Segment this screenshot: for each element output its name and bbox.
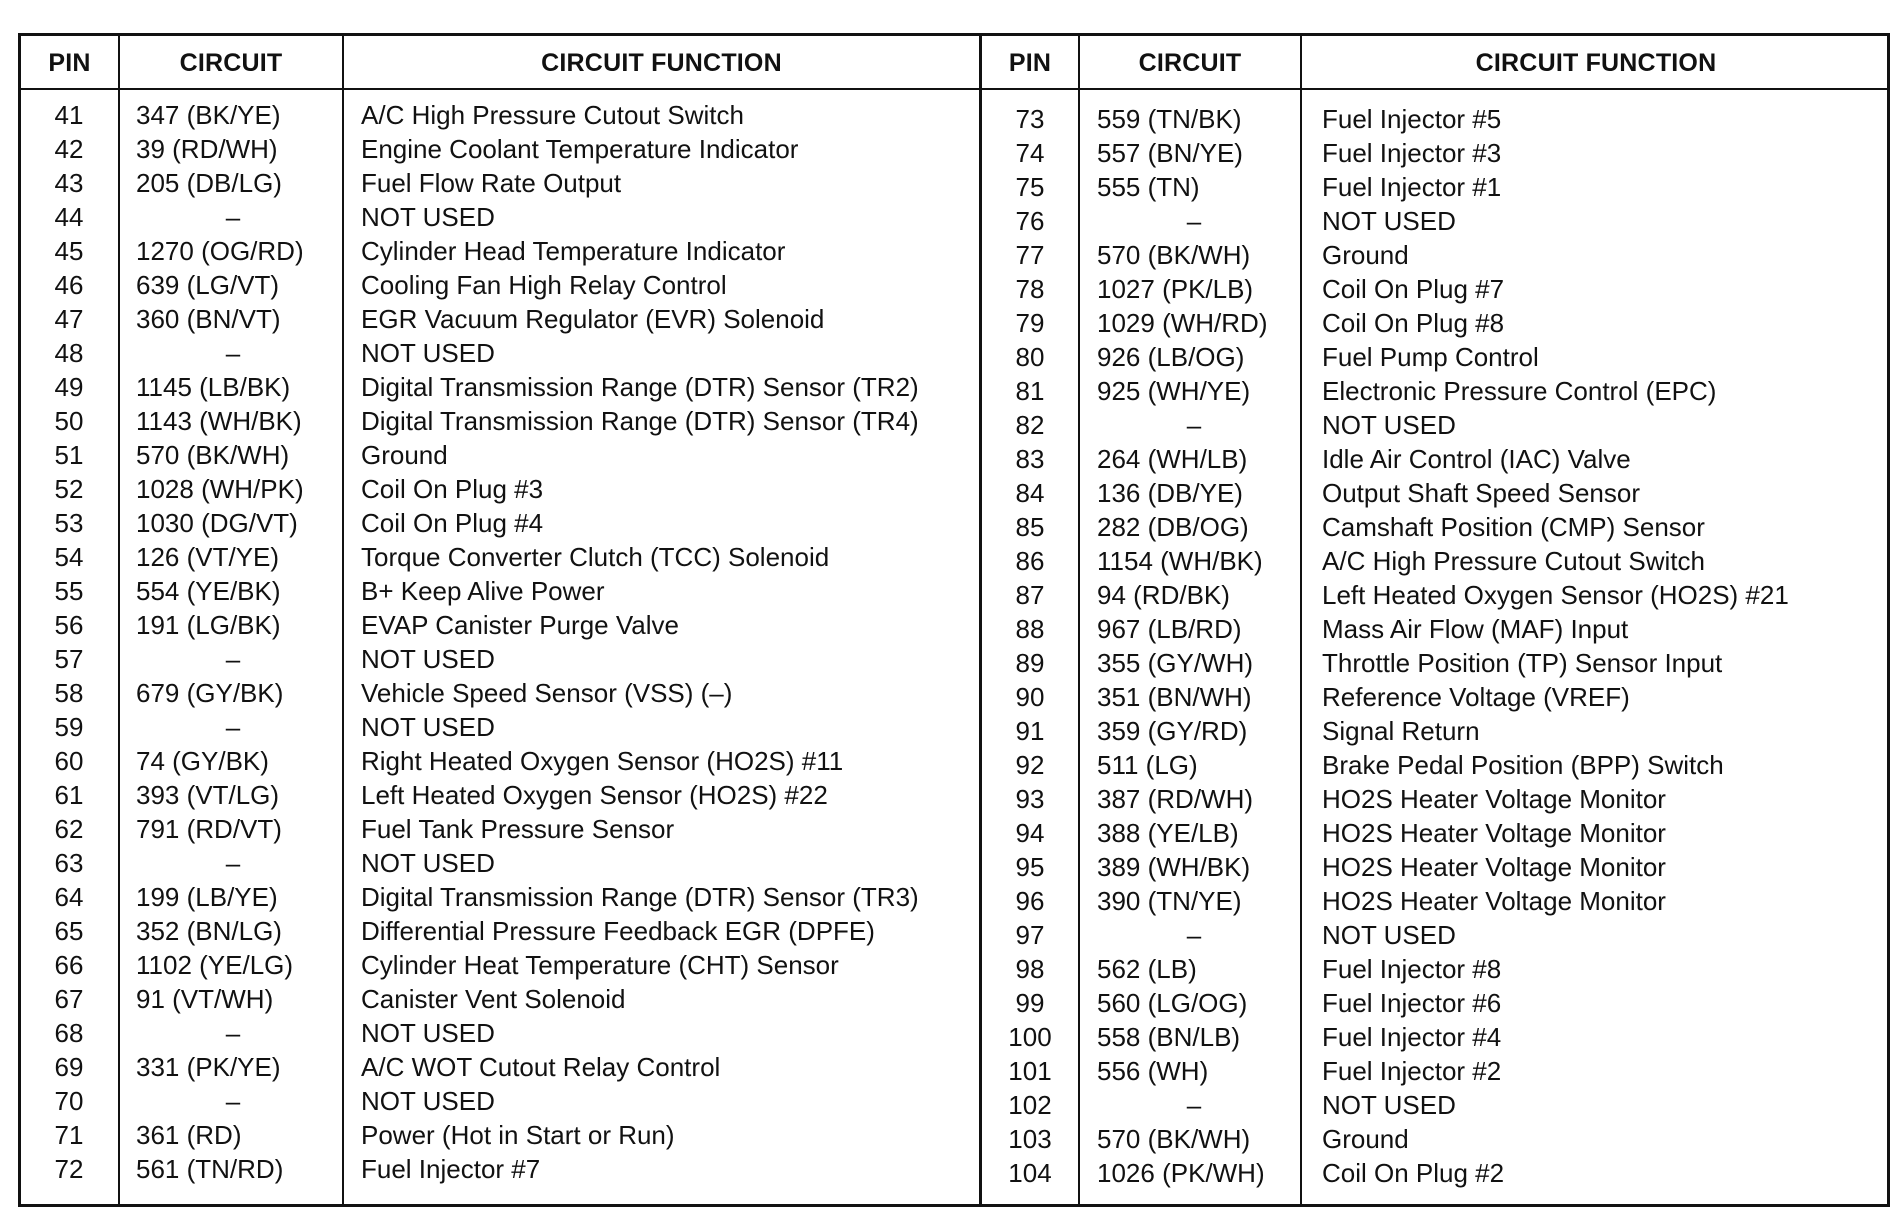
circuit-function: NOT USED <box>1322 920 1456 950</box>
table-row <box>982 612 1890 646</box>
circuit-function: Left Heated Oxygen Sensor (HO2S) #21 <box>1322 580 1789 610</box>
table-row <box>21 914 979 948</box>
circuit-function: NOT USED <box>361 1086 495 1116</box>
header-pin-right: PIN <box>1008 49 1052 77</box>
circuit-function: Cylinder Heat Temperature (CHT) Sensor <box>361 950 839 980</box>
header-function-right: CIRCUIT FUNCTION <box>1475 49 1717 77</box>
pin-number: 95 <box>1015 852 1045 882</box>
circuit-function: Output Shaft Speed Sensor <box>1322 478 1640 508</box>
circuit-function: Cooling Fan High Relay Control <box>361 270 727 300</box>
pin-number: 80 <box>1015 342 1045 372</box>
circuit-code: 347 (BK/YE) <box>136 100 281 130</box>
circuit-code: 387 (RD/WH) <box>1097 784 1254 814</box>
pin-number: 57 <box>54 644 84 674</box>
pin-number: 72 <box>54 1154 84 1184</box>
circuit-function: Coil On Plug #7 <box>1322 274 1505 304</box>
pin-number: 59 <box>54 712 84 742</box>
circuit-code: 359 (GY/RD) <box>1097 716 1248 746</box>
circuit-code: 570 (BK/WH) <box>136 440 290 470</box>
pin-number: 74 <box>1015 138 1045 168</box>
table-row <box>982 476 1890 510</box>
circuit-function: HO2S Heater Voltage Monitor <box>1322 818 1666 848</box>
circuit-function: Digital Transmission Range (DTR) Sensor (TR4) <box>361 406 919 436</box>
circuit-function: EVAP Canister Purge Valve <box>361 610 679 640</box>
circuit-code: 570 (BK/WH) <box>1097 240 1251 270</box>
circuit-function: Fuel Injector #3 <box>1322 138 1502 168</box>
table-row <box>982 1122 1890 1156</box>
table-row <box>982 1020 1890 1054</box>
header-circuit-left: CIRCUIT <box>179 49 283 77</box>
table-row <box>21 846 979 880</box>
table-row <box>982 1156 1890 1190</box>
circuit-code: 639 (LG/VT) <box>136 270 280 300</box>
pin-number: 76 <box>1015 206 1045 236</box>
circuit-code: 199 (LB/YE) <box>136 882 278 912</box>
circuit-function: Fuel Injector #2 <box>1322 1056 1502 1086</box>
circuit-function: NOT USED <box>361 712 495 742</box>
circuit-code: 94 (RD/BK) <box>1097 580 1230 610</box>
pin-number: 61 <box>54 780 84 810</box>
circuit-function: Fuel Tank Pressure Sensor <box>361 814 675 844</box>
table-row <box>982 918 1890 952</box>
circuit-function: Fuel Injector #4 <box>1322 1022 1502 1052</box>
circuit-code: 557 (BN/YE) <box>1097 138 1243 168</box>
pin-number: 98 <box>1015 954 1045 984</box>
pin-number: 75 <box>1015 172 1045 202</box>
circuit-code: – <box>225 848 241 878</box>
table-row <box>982 510 1890 544</box>
header-circuit-right: CIRCUIT <box>1138 49 1242 77</box>
circuit-code: 126 (VT/YE) <box>136 542 280 572</box>
pin-number: 50 <box>54 406 84 436</box>
circuit-function: NOT USED <box>361 202 495 232</box>
circuit-function: HO2S Heater Voltage Monitor <box>1322 886 1666 916</box>
circuit-function: Engine Coolant Temperature Indicator <box>361 134 799 164</box>
circuit-code: 1270 (OG/RD) <box>136 236 304 266</box>
circuit-function: NOT USED <box>361 848 495 878</box>
circuit-function: Left Heated Oxygen Sensor (HO2S) #22 <box>361 780 828 810</box>
circuit-code: 74 (GY/BK) <box>136 746 269 776</box>
circuit-code: – <box>225 644 241 674</box>
table-row <box>21 1050 979 1084</box>
circuit-code: 511 (LG) <box>1097 750 1198 780</box>
circuit-code: 1145 (LB/BK) <box>136 372 291 402</box>
pin-number: 94 <box>1015 818 1045 848</box>
circuit-function: Coil On Plug #8 <box>1322 308 1505 338</box>
circuit-function: EGR Vacuum Regulator (EVR) Solenoid <box>361 304 825 334</box>
circuit-code: 282 (DB/OG) <box>1097 512 1249 542</box>
table-row <box>21 812 979 846</box>
circuit-code: 389 (WH/BK) <box>1097 852 1251 882</box>
circuit-function: Electronic Pressure Control (EPC) <box>1322 376 1717 406</box>
table-row <box>21 302 979 336</box>
circuit-code: 926 (LB/OG) <box>1097 342 1245 372</box>
circuit-function: Coil On Plug #3 <box>361 474 544 504</box>
circuit-function: NOT USED <box>1322 1090 1456 1120</box>
circuit-code: – <box>1186 206 1202 236</box>
pin-number: 69 <box>54 1052 84 1082</box>
header-divider <box>21 88 1887 90</box>
circuit-function: NOT USED <box>361 1018 495 1048</box>
table-row <box>21 574 979 608</box>
circuit-function: Cylinder Head Temperature Indicator <box>361 236 786 266</box>
table-row <box>982 1088 1890 1122</box>
pin-number: 56 <box>54 610 84 640</box>
pin-number: 81 <box>1015 376 1045 406</box>
table-row <box>982 136 1890 170</box>
circuit-code: 91 (VT/WH) <box>136 984 274 1014</box>
table-row <box>982 170 1890 204</box>
pin-number: 43 <box>54 168 84 198</box>
circuit-code: 570 (BK/WH) <box>1097 1124 1251 1154</box>
table-row <box>21 404 979 438</box>
table-row <box>21 880 979 914</box>
pin-number: 92 <box>1015 750 1045 780</box>
circuit-function: B+ Keep Alive Power <box>361 576 605 606</box>
table-row <box>982 578 1890 612</box>
table-row <box>21 1016 979 1050</box>
pin-number: 87 <box>1015 580 1045 610</box>
pin-number: 102 <box>1008 1090 1052 1120</box>
circuit-function: NOT USED <box>361 338 495 368</box>
circuit-function: Fuel Injector #5 <box>1322 104 1502 134</box>
circuit-code: 1143 (WH/BK) <box>136 406 302 436</box>
pin-number: 65 <box>54 916 84 946</box>
circuit-function: Reference Voltage (VREF) <box>1322 682 1630 712</box>
pin-number: 58 <box>54 678 84 708</box>
table-row <box>982 374 1890 408</box>
table-row <box>21 540 979 574</box>
circuit-code: 554 (YE/BK) <box>136 576 281 606</box>
pin-number: 53 <box>54 508 84 538</box>
pin-number: 44 <box>54 202 84 232</box>
pin-number: 99 <box>1015 988 1045 1018</box>
pin-number: 83 <box>1015 444 1045 474</box>
table-row <box>21 982 979 1016</box>
circuit-function: Fuel Flow Rate Output <box>361 168 622 198</box>
circuit-function: Signal Return <box>1322 716 1480 746</box>
pin-number: 86 <box>1015 546 1045 576</box>
circuit-code: 264 (WH/LB) <box>1097 444 1248 474</box>
pin-number: 48 <box>54 338 84 368</box>
circuit-code: 360 (BN/VT) <box>136 304 281 334</box>
table-row <box>982 1054 1890 1088</box>
pin-number: 42 <box>54 134 84 164</box>
circuit-code: 352 (BN/LG) <box>136 916 282 946</box>
table-row <box>21 1152 979 1186</box>
circuit-code: 1030 (DG/VT) <box>136 508 298 538</box>
circuit-code: 39 (RD/WH) <box>136 134 278 164</box>
circuit-function: Camshaft Position (CMP) Sensor <box>1322 512 1705 542</box>
circuit-code: 136 (DB/YE) <box>1097 478 1243 508</box>
circuit-code: 1154 (WH/BK) <box>1097 546 1263 576</box>
pin-number: 46 <box>54 270 84 300</box>
circuit-function: Coil On Plug #2 <box>1322 1158 1505 1188</box>
circuit-function: Digital Transmission Range (DTR) Sensor (TR2) <box>361 372 919 402</box>
circuit-code: 562 (LB) <box>1097 954 1197 984</box>
circuit-code: 351 (BN/WH) <box>1097 682 1252 712</box>
table-row <box>21 438 979 472</box>
table-row <box>21 1084 979 1118</box>
circuit-code: 191 (LG/BK) <box>136 610 281 640</box>
pin-number: 71 <box>54 1120 84 1150</box>
pin-number: 52 <box>54 474 84 504</box>
circuit-function: Power (Hot in Start or Run) <box>361 1120 675 1150</box>
circuit-code: 361 (RD) <box>136 1120 242 1150</box>
table-row <box>21 132 979 166</box>
circuit-function: Torque Converter Clutch (TCC) Solenoid <box>361 542 830 572</box>
circuit-code: 388 (YE/LB) <box>1097 818 1239 848</box>
circuit-function: Right Heated Oxygen Sensor (HO2S) #11 <box>361 746 844 776</box>
pin-number: 55 <box>54 576 84 606</box>
pin-number: 104 <box>1008 1158 1052 1188</box>
circuit-code: – <box>1186 920 1202 950</box>
table-row <box>982 850 1890 884</box>
table-row <box>982 714 1890 748</box>
circuit-code: 331 (PK/YE) <box>136 1052 281 1082</box>
pin-number: 51 <box>54 440 84 470</box>
pin-number: 77 <box>1015 240 1045 270</box>
table-row <box>982 884 1890 918</box>
table-row <box>982 306 1890 340</box>
circuit-code: 679 (GY/BK) <box>136 678 284 708</box>
table-row <box>21 234 979 268</box>
pin-number: 70 <box>54 1086 84 1116</box>
pin-number: 45 <box>54 236 84 266</box>
circuit-function: Differential Pressure Feedback EGR (DPFE) <box>361 916 875 946</box>
pin-number: 63 <box>54 848 84 878</box>
pin-number: 97 <box>1015 920 1045 950</box>
circuit-function: A/C High Pressure Cutout Switch <box>1322 546 1705 576</box>
circuit-code: 390 (TN/YE) <box>1097 886 1242 916</box>
pin-number: 68 <box>54 1018 84 1048</box>
pin-number: 64 <box>54 882 84 912</box>
table-row <box>982 102 1890 136</box>
table-row <box>21 166 979 200</box>
circuit-function: Fuel Injector #8 <box>1322 954 1502 984</box>
table-row <box>21 948 979 982</box>
circuit-code: – <box>1186 1090 1202 1120</box>
circuit-code: 559 (TN/BK) <box>1097 104 1242 134</box>
pin-number: 91 <box>1015 716 1045 746</box>
table-row <box>982 340 1890 374</box>
circuit-code: 393 (VT/LG) <box>136 780 280 810</box>
table-row <box>21 268 979 302</box>
circuit-code: 1028 (WH/PK) <box>136 474 304 504</box>
circuit-code: 555 (TN) <box>1097 172 1200 202</box>
circuit-code: 1026 (PK/WH) <box>1097 1158 1265 1188</box>
circuit-function: Digital Transmission Range (DTR) Sensor (TR3) <box>361 882 919 912</box>
pin-table <box>18 33 1890 1207</box>
pin-number: 88 <box>1015 614 1045 644</box>
table-row <box>21 336 979 370</box>
circuit-function: Fuel Injector #1 <box>1322 172 1502 202</box>
pin-number: 89 <box>1015 648 1045 678</box>
circuit-function: Ground <box>1322 1124 1409 1154</box>
circuit-code: 560 (LG/OG) <box>1097 988 1248 1018</box>
circuit-function: NOT USED <box>1322 206 1456 236</box>
pin-number: 62 <box>54 814 84 844</box>
circuit-function: Mass Air Flow (MAF) Input <box>1322 614 1629 644</box>
circuit-function: Fuel Injector #7 <box>361 1154 541 1184</box>
table-row <box>21 506 979 540</box>
table-row <box>982 272 1890 306</box>
table-row <box>982 544 1890 578</box>
circuit-function: HO2S Heater Voltage Monitor <box>1322 852 1666 882</box>
table-row <box>982 816 1890 850</box>
circuit-code: 558 (BN/LB) <box>1097 1022 1241 1052</box>
table-row <box>21 608 979 642</box>
circuit-code: – <box>225 1018 241 1048</box>
circuit-code: – <box>225 712 241 742</box>
circuit-function: A/C WOT Cutout Relay Control <box>361 1052 721 1082</box>
pin-number: 103 <box>1008 1124 1052 1154</box>
circuit-code: – <box>225 1086 241 1116</box>
circuit-function: Canister Vent Solenoid <box>361 984 626 1014</box>
table-row <box>982 238 1890 272</box>
circuit-code: 1102 (YE/LG) <box>136 950 294 980</box>
pin-number: 100 <box>1008 1022 1052 1052</box>
pin-number: 54 <box>54 542 84 572</box>
table-row <box>982 782 1890 816</box>
table-row <box>21 676 979 710</box>
circuit-code: – <box>225 338 241 368</box>
pin-number: 66 <box>54 950 84 980</box>
circuit-function: Idle Air Control (IAC) Valve <box>1322 444 1631 474</box>
header-function-left: CIRCUIT FUNCTION <box>541 49 782 77</box>
pin-number: 49 <box>54 372 84 402</box>
circuit-function: Ground <box>361 440 448 470</box>
pin-number: 84 <box>1015 478 1045 508</box>
table-row <box>982 680 1890 714</box>
circuit-function: Ground <box>1322 240 1409 270</box>
circuit-code: 561 (TN/RD) <box>136 1154 284 1184</box>
circuit-function: A/C High Pressure Cutout Switch <box>361 100 744 130</box>
circuit-function: Throttle Position (TP) Sensor Input <box>1322 648 1723 678</box>
circuit-function: Coil On Plug #4 <box>361 508 544 538</box>
circuit-code: 556 (WH) <box>1097 1056 1209 1086</box>
table-row <box>21 1118 979 1152</box>
circuit-function: Brake Pedal Position (BPP) Switch <box>1322 750 1724 780</box>
left-table-body <box>21 98 979 1186</box>
circuit-function: Fuel Pump Control <box>1322 342 1539 372</box>
table-row <box>21 370 979 404</box>
table-row <box>21 98 979 132</box>
pin-number: 79 <box>1015 308 1045 338</box>
table-row <box>21 642 979 676</box>
circuit-code: – <box>1186 410 1202 440</box>
table-row <box>982 986 1890 1020</box>
circuit-code: 925 (WH/YE) <box>1097 376 1251 406</box>
circuit-function: Fuel Injector #6 <box>1322 988 1502 1018</box>
circuit-code: 967 (LB/RD) <box>1097 614 1242 644</box>
circuit-function: NOT USED <box>1322 410 1456 440</box>
table-row <box>21 744 979 778</box>
pin-number: 85 <box>1015 512 1045 542</box>
table-row <box>982 442 1890 476</box>
table-row <box>21 472 979 506</box>
pin-number: 93 <box>1015 784 1045 814</box>
table-row <box>982 748 1890 782</box>
circuit-code: 1029 (WH/RD) <box>1097 308 1268 338</box>
pin-number: 47 <box>54 304 84 334</box>
circuit-code: 791 (RD/VT) <box>136 814 282 844</box>
table-row <box>982 408 1890 442</box>
pin-number: 78 <box>1015 274 1045 304</box>
table-row <box>21 710 979 744</box>
pin-number: 96 <box>1015 886 1045 916</box>
pin-number: 82 <box>1015 410 1045 440</box>
pin-number: 67 <box>54 984 84 1014</box>
pin-number: 101 <box>1008 1056 1052 1086</box>
pin-number: 73 <box>1015 104 1045 134</box>
table-row <box>982 204 1890 238</box>
circuit-code: 205 (DB/LG) <box>136 168 282 198</box>
pin-number: 90 <box>1015 682 1045 712</box>
pin-number: 41 <box>54 100 84 130</box>
table-row <box>21 778 979 812</box>
circuit-function: Vehicle Speed Sensor (VSS) (–) <box>361 678 733 708</box>
right-table-body <box>982 102 1890 1190</box>
pin-number: 60 <box>54 746 84 776</box>
circuit-code: 355 (GY/WH) <box>1097 648 1254 678</box>
table-row <box>982 646 1890 680</box>
circuit-function: NOT USED <box>361 644 495 674</box>
circuit-code: 1027 (PK/LB) <box>1097 274 1254 304</box>
table-row <box>21 200 979 234</box>
circuit-code: – <box>225 202 241 232</box>
table-row <box>982 952 1890 986</box>
circuit-function: HO2S Heater Voltage Monitor <box>1322 784 1666 814</box>
header-pin-left: PIN <box>48 49 91 77</box>
